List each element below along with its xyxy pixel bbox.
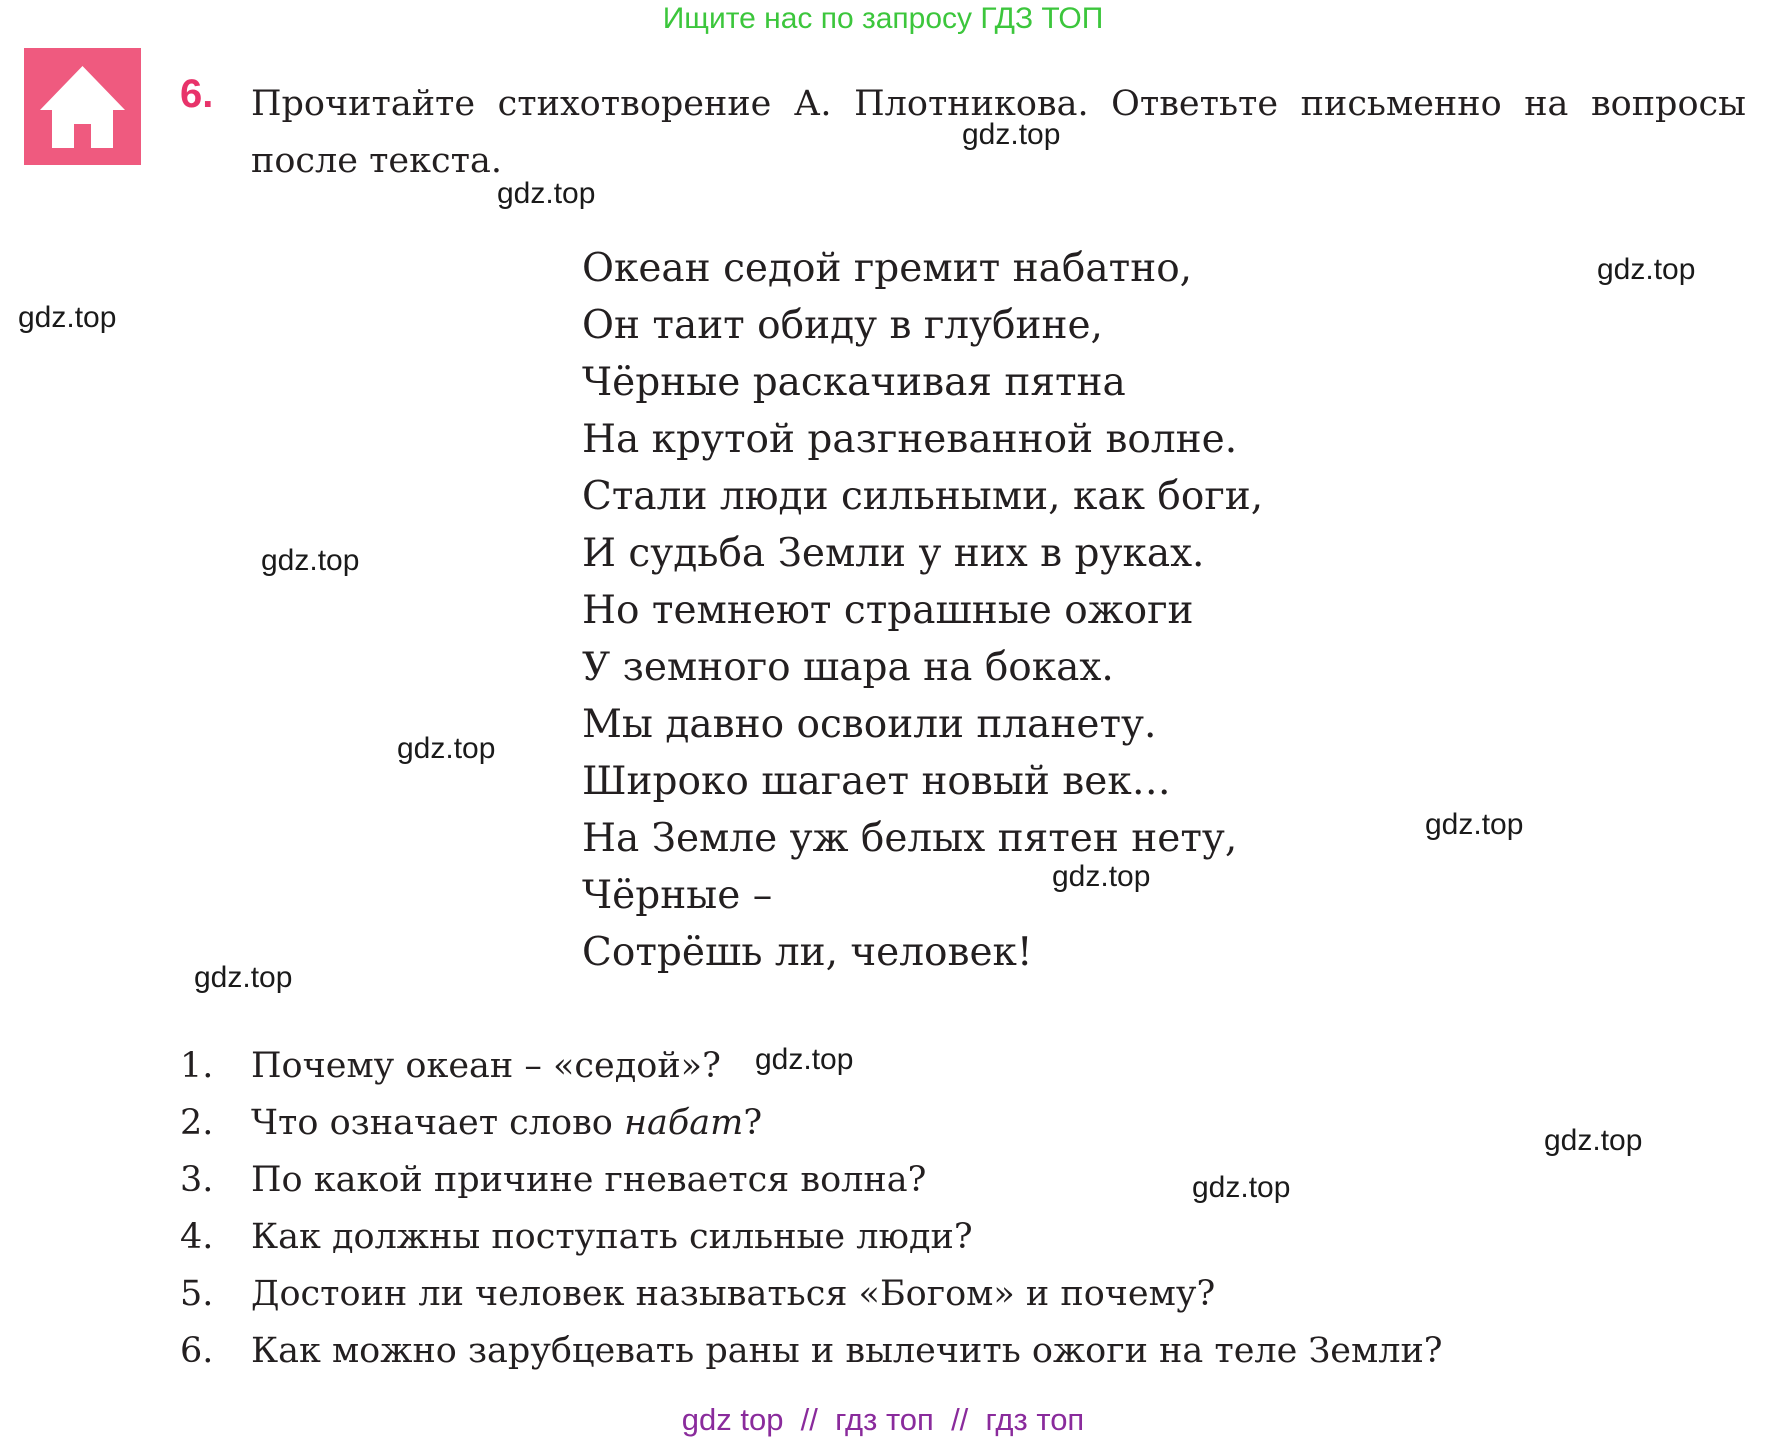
watermark: gdz.top xyxy=(261,544,360,577)
poem-line: Он таит обиду в глубине, xyxy=(582,303,1103,348)
watermark: gdz.top xyxy=(962,118,1061,151)
poem xyxy=(582,240,1263,981)
question-text: Достоин ли человек называться «Богом» и почему? xyxy=(251,1274,1216,1314)
poem-line: На крутой разгневанной волне. xyxy=(582,417,1238,462)
question-text-end: ? xyxy=(743,1103,763,1143)
watermark: gdz.top xyxy=(497,177,596,210)
watermark: gdz.top xyxy=(1544,1124,1643,1157)
poem-line: Широко шагает новый век… xyxy=(582,759,1171,804)
task-instruction: Прочитайте стихотворение А. Плотникова. Ответьте письменно на вопросы после текста. xyxy=(251,84,1746,181)
poem-line: Мы давно освоили планету. xyxy=(582,702,1157,747)
question-text: Почему океан – «седой»? xyxy=(251,1046,721,1086)
question-number: 5. xyxy=(180,1274,214,1314)
question-text: Как можно зарубцевать раны и вылечить ожоги на теле Земли? xyxy=(251,1331,1443,1371)
question-number: 3. xyxy=(180,1160,214,1200)
questions-list xyxy=(180,1038,1443,1380)
question-number: 4. xyxy=(180,1217,214,1257)
poem-line: Сотрёшь ли, человек! xyxy=(582,930,1033,975)
question-number: 1. xyxy=(180,1046,214,1086)
watermark: gdz.top xyxy=(1597,253,1696,286)
poem-line: Стали люди сильными, как боги, xyxy=(582,474,1264,519)
poem-line: И судьба Земли у них в руках. xyxy=(582,531,1205,576)
poem-line: На Земле уж белых пятен нету, xyxy=(582,816,1238,861)
poem-line: Но темнеют страшные ожоги xyxy=(582,588,1194,633)
question-number: 2. xyxy=(180,1103,214,1143)
search-banner: Ищите нас по запросу ГДЗ ТОП xyxy=(662,2,1104,35)
watermark: gdz.top xyxy=(194,961,293,994)
watermark: gdz.top xyxy=(1052,860,1151,893)
watermark: gdz.top xyxy=(1425,808,1524,841)
poem-line: Океан седой гремит набатно, xyxy=(582,246,1193,291)
question-number: 6. xyxy=(180,1331,214,1371)
watermark: gdz.top xyxy=(1192,1171,1291,1204)
watermark: gdz.top xyxy=(18,301,117,334)
question-text: Как должны поступать сильные люди? xyxy=(251,1217,973,1257)
question-item xyxy=(180,1266,1443,1323)
task-number: 6. xyxy=(180,72,214,116)
question-text: По какой причине гневается волна? xyxy=(251,1160,927,1200)
question-item xyxy=(180,1095,1443,1152)
question-item xyxy=(180,1209,1443,1266)
poem-line: Чёрные – xyxy=(582,873,773,918)
footer-watermark: gdz top // гдз топ // гдз топ xyxy=(681,1402,1085,1437)
home-icon[interactable] xyxy=(24,48,141,165)
poem-line: У земного шара на боках. xyxy=(582,645,1114,690)
question-term: набат xyxy=(624,1103,744,1143)
watermark: gdz.top xyxy=(755,1043,854,1076)
watermark: gdz.top xyxy=(397,732,496,765)
question-text: Что означает слово xyxy=(251,1103,624,1143)
home-icon-glyph xyxy=(24,48,141,165)
question-item xyxy=(180,1323,1443,1380)
poem-line: Чёрные раскачивая пятна xyxy=(582,360,1126,405)
